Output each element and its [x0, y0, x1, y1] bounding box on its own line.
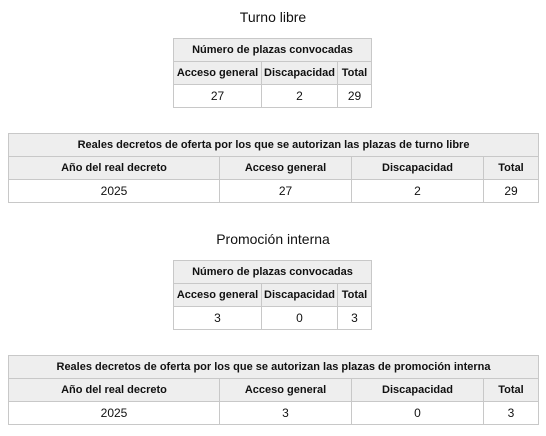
table-cell: 0 [352, 402, 484, 425]
table-caption: Reales decretos de oferta por los que se autorizan las plazas de turno libre [9, 134, 539, 157]
table-caption: Número de plazas convocadas [174, 261, 372, 284]
table-header-row [9, 157, 539, 180]
column-header: Total [484, 379, 539, 402]
table-cell: 2 [262, 85, 338, 108]
section-title-turno-libre: Turno libre [239, 9, 307, 25]
column-header: Discapacidad [352, 157, 484, 180]
table-cell: 3 [174, 307, 262, 330]
table-cell: 2025 [9, 402, 220, 425]
table-caption: Número de plazas convocadas [174, 39, 372, 62]
table-header-row [174, 284, 372, 307]
column-header: Discapacidad [352, 379, 484, 402]
table-cell: 3 [220, 402, 352, 425]
plazas-convocadas-table [173, 260, 372, 330]
reales-decretos-table [8, 355, 539, 425]
table-cell: 27 [174, 85, 262, 108]
column-header: Año del real decreto [9, 157, 220, 180]
table-caption: Reales decretos de oferta por los que se autorizan las plazas de promoción interna [9, 356, 539, 379]
table-cell: 2 [352, 180, 484, 203]
column-header: Total [484, 157, 539, 180]
column-header: Total [338, 62, 372, 85]
column-header: Discapacidad [262, 62, 338, 85]
table-row [9, 180, 539, 203]
table-cell: 3 [338, 307, 372, 330]
reales-decretos-table [8, 133, 539, 203]
table-header-row [9, 379, 539, 402]
column-header: Acceso general [174, 284, 262, 307]
column-header: Acceso general [174, 62, 262, 85]
table-cell: 3 [484, 402, 539, 425]
column-header: Acceso general [220, 157, 352, 180]
table-row [9, 402, 539, 425]
table-row [174, 307, 372, 330]
column-header: Año del real decreto [9, 379, 220, 402]
column-header: Total [338, 284, 372, 307]
table-header-row [9, 356, 539, 379]
table-header-row [174, 261, 372, 284]
table-header-row [174, 62, 372, 85]
table-cell: 29 [484, 180, 539, 203]
column-header: Discapacidad [262, 284, 338, 307]
table-cell: 29 [338, 85, 372, 108]
table-cell: 27 [220, 180, 352, 203]
column-header: Acceso general [220, 379, 352, 402]
plazas-convocadas-table [173, 38, 372, 108]
section-title-promocion-interna: Promoción interna [216, 231, 330, 247]
table-header-row [174, 39, 372, 62]
table-cell: 2025 [9, 180, 220, 203]
table-header-row [9, 134, 539, 157]
table-row [174, 85, 372, 108]
table-cell: 0 [262, 307, 338, 330]
